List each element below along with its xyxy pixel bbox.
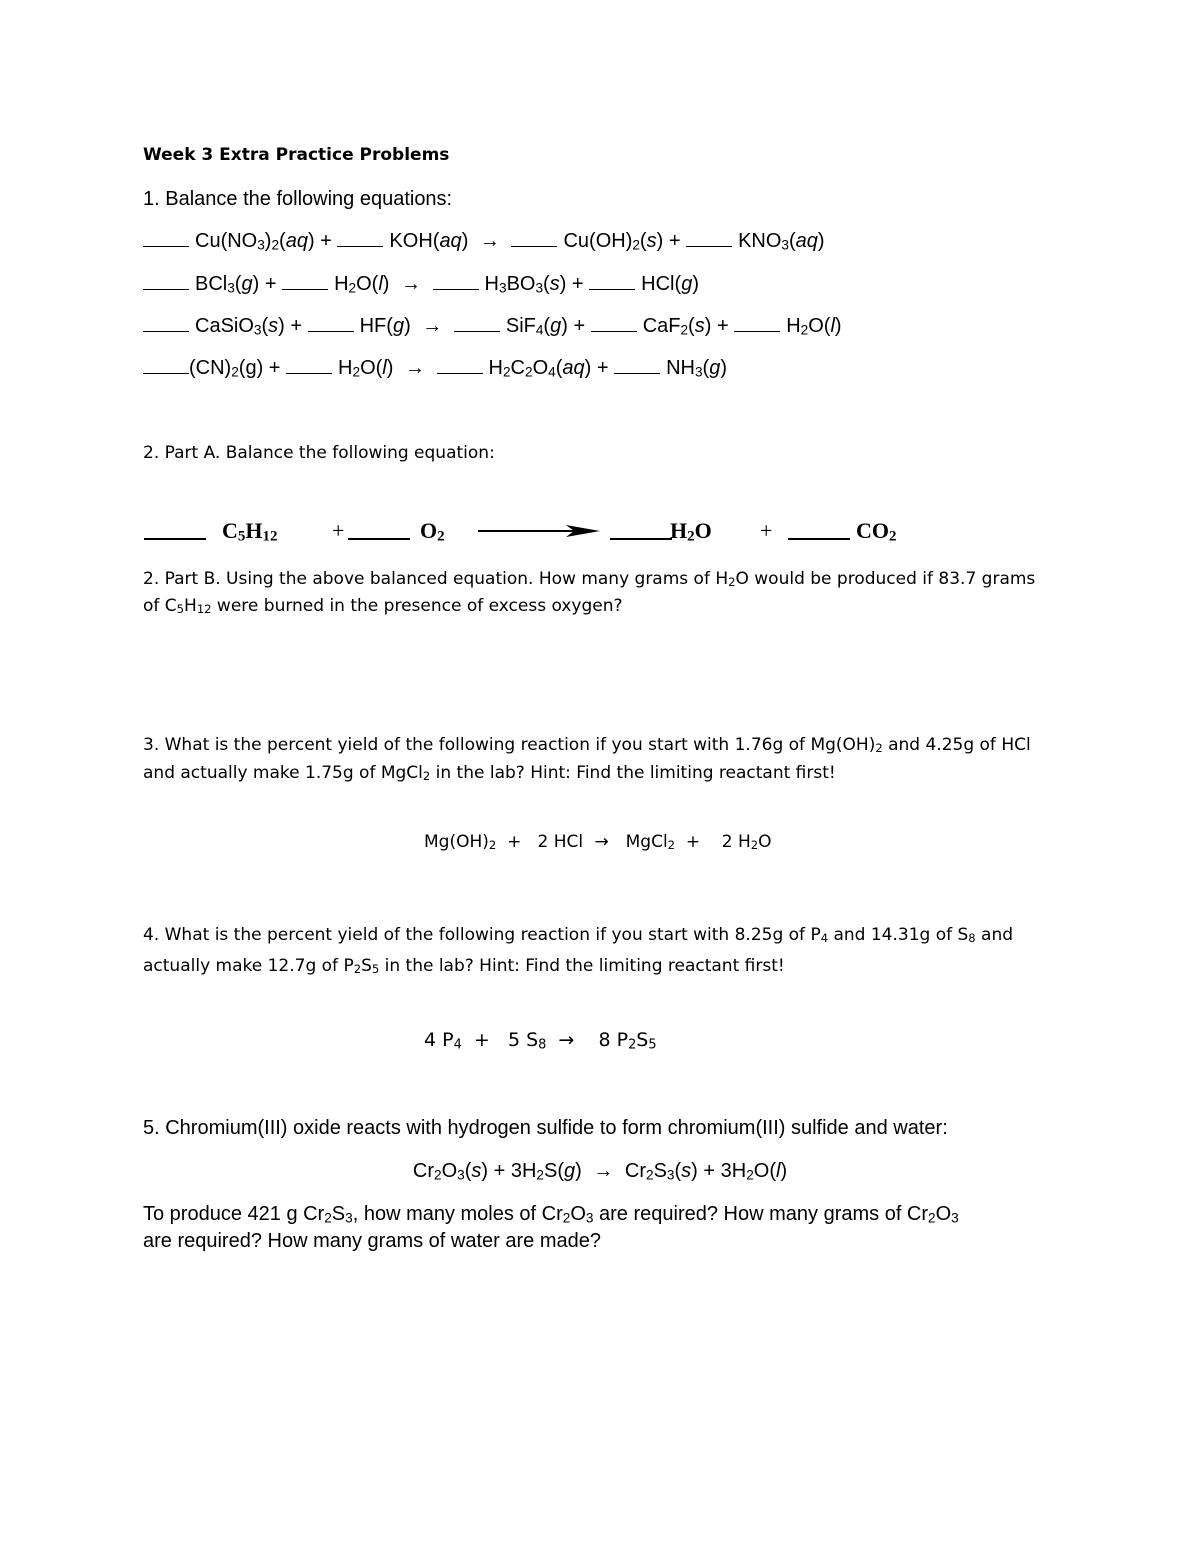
coefficient-blank[interactable] [433,288,479,290]
coefficient-blank[interactable] [610,537,672,540]
q2a-equation [144,510,924,550]
q4-equation: 4 $P_4$ + 5 $S_8$ → 8 $P_2S_5$ [424,1029,657,1053]
coefficient-blank[interactable] [337,245,383,247]
coefficient-blank[interactable] [282,288,328,290]
q1-instruction-text: Balance the following equations: [165,188,453,210]
q1-equation-2: $BCl_3(g) + H_2O(l) \to H_3BO_3(s) + HCl(g)$ [143,273,699,296]
coefficient-blank[interactable] [286,372,332,374]
product-co2: $CO_2$ [856,518,897,545]
coefficient-blank[interactable] [143,245,189,247]
q5-question-line-1: To produce 421 g $Cr_2S_3$, how many moles of $Cr_2O_3$ are required? How many grams of $Cr_2O_3$ [143,1203,959,1226]
q2b-line-2: of $C_5H_{12}$ were burned in the presence of excess oxygen? [143,596,623,617]
coefficient-blank[interactable] [144,537,206,540]
reaction-arrow-icon [478,522,600,540]
reactant-oxygen: $O_2$ [420,518,445,545]
plus-sign: + [760,518,773,543]
coefficient-blank[interactable] [614,372,660,374]
arrow-icon: → [558,1029,575,1051]
coefficient-blank[interactable] [437,372,483,374]
coefficient-blank[interactable] [511,245,557,247]
q1-equation-4: $(CN)_2(g) + H_2O(l) \to H_2C_2O_4(aq) + NH_3(g)$ [143,357,727,380]
arrow-icon: → [404,357,425,379]
q4-line-1: 4. What is the percent yield of the following reaction if you start with 8.25g of $P_4$ and 14.31g of $S_8$ and [143,925,1014,946]
coefficient-blank[interactable] [591,330,637,332]
q5-equation: $Cr_2O_3(s) + 3H_2S(g) \to Cr_2S_3(s) + 3H_2O(l)$ [412,1160,788,1183]
reactant-pentane: $C_5H_{12}$ [222,518,278,545]
coefficient-blank[interactable] [143,330,189,332]
q1-number: 1. [143,188,160,210]
q5-intro: 5. Chromium(III) oxide reacts with hydrogen sulfide to form chromium(III) sulfide and water: [143,1117,948,1139]
q1-equation-1: $Cu(NO_3)_2(aq) + KOH(aq) \to Cu(OH)_2(s) + KNO_3(aq)$ [143,230,825,253]
plus-sign: + [332,518,345,543]
arrow-icon: → [400,273,421,295]
q3-line-2: and actually make 1.75g of MgCl$_2$ in the lab? Hint: Find the limiting reactant first! [143,763,836,784]
arrow-icon: → [422,315,443,337]
q4-line-2: actually make 12.7g of $P_2S_5$ in the lab? Hint: Find the limiting reactant first! [143,956,785,977]
coefficient-blank[interactable] [734,330,780,332]
coefficient-blank[interactable] [348,537,410,540]
arrow-icon: → [479,230,500,252]
coefficient-blank[interactable] [143,372,189,374]
coefficient-blank[interactable] [143,288,189,290]
q5-question-line-2: are required? How many grams of water are made? [143,1230,601,1252]
arrow-icon: → [594,832,609,852]
q2a-label: 2. Part A. Balance the following equation: [143,443,495,463]
coefficient-blank[interactable] [308,330,354,332]
coefficient-blank[interactable] [454,330,500,332]
q1-instruction [143,188,452,211]
coefficient-blank[interactable] [589,288,635,290]
arrow-icon: → [593,1160,614,1182]
q2b-line-1: 2. Part B. Using the above balanced equation. How many grams of $H_2O$ would be produced if 83.7 grams [143,569,1036,590]
product-water: $H_2O$ [670,518,712,545]
q3-equation: $Mg(OH)_2$ + 2 HCl → MgCl$_2$ + 2 $H_2O$ [424,832,772,853]
coefficient-blank[interactable] [686,245,732,247]
q1-equation-3: CaSiO$_3$(s) + $HF(g) \to SiF_4(g) + CaF_2(s) + H_2O(l)$ [143,315,842,338]
q3-line-1: 3. What is the percent yield of the following reaction if you start with 1.76g of $Mg(OH)_2$ and 4.25g of HCl [143,735,1031,756]
page-title: Week 3 Extra Practice Problems [143,145,450,165]
coefficient-blank[interactable] [788,537,850,540]
